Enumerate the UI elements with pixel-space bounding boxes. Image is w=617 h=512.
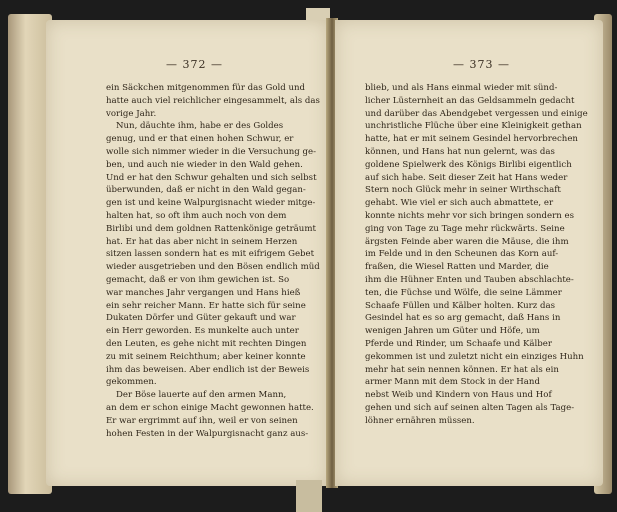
right-page (335, 20, 603, 486)
text-line: wolle sich nimmer wieder in die Versuchung ge- (106, 146, 316, 157)
text-line: sitzen lassen sondern hat es mit eifrigem Gebet (106, 249, 315, 260)
left-page-text (106, 82, 328, 440)
text-line: an dem er schon einige Macht gewonnen hatte. (106, 402, 314, 413)
right-page-number: — 373 — (453, 58, 510, 71)
text-line: ein sehr reicher Mann. Er hatte sich für seine (106, 300, 306, 311)
text-line: können, und Hans hat nun gelernt, was das (365, 146, 555, 157)
text-line: Er war ergrimmt auf ihn, weil er von seinen (106, 415, 298, 426)
text-line: im Felde und in den Scheunen das Korn auf- (365, 249, 559, 260)
text-line: auf sich habe. Seit dieser Zeit hat Hans weder (365, 172, 568, 183)
text-line: unchristliche Flüche über eine Kleinigkeit gethan (365, 121, 582, 132)
text-line: löhner ernähren müssen. (365, 415, 475, 426)
text-line: konnte nichts mehr vor sich bringen sondern es (365, 210, 574, 221)
text-line: fraßen, die Wiesel Ratten und Marder, die (365, 262, 549, 273)
text-line: halten hat, so oft ihm auch noch von dem (106, 210, 287, 221)
text-line: Stern noch Glück mehr in seiner Wirthschaft (365, 185, 561, 196)
text-line: nebst Weib und Kindern von Haus und Hof (365, 390, 552, 401)
text-line: ein Säckchen mitgenommen für das Gold und (106, 83, 306, 93)
text-line: hatte, hat er mit seinem Gesindel hervorbrechen (365, 134, 578, 145)
text-line: Nun, däuchte ihm, habe er des Goldes (116, 121, 284, 132)
text-line: ihm das beweisen. Aber endlich ist der Beweis (106, 364, 310, 375)
text-line: zu mit seinem Reichthum; aber keiner konnte (106, 351, 306, 362)
text-line: war manches Jahr vergangen und Hans hieß (106, 287, 301, 298)
bookmark-bottom (296, 480, 322, 512)
text-line: hatte auch viel reichlicher eingesammelt, als das (106, 95, 320, 106)
text-line: Pferde und Rinder, um Schaafe und Kälber (365, 338, 552, 349)
text-line: Der Böse lauerte auf den armen Mann, (116, 390, 287, 401)
text-line: goldene Spielwerk des Königs Birlibi eigentlich (365, 159, 572, 170)
text-line: vorige Jahr. (106, 108, 157, 119)
text-line: gen ist und keine Walpurgisnacht wieder mitge- (106, 198, 316, 209)
text-line: armer Mann mit dem Stock in der Hand (365, 377, 540, 388)
text-line: ihm die Hühner Enten und Tauben abschlachte- (365, 274, 574, 285)
text-line: gehabt. Wie viel er sich auch abmattete, er (365, 198, 554, 209)
text-line: blieb, und als Hans einmal wieder mit sünd- (365, 83, 558, 93)
text-line: Schaafe Füllen und Kälber holten. Kurz das (365, 300, 556, 311)
text-line: licher Lüsternheit an das Geldsammeln gedacht (365, 95, 575, 106)
text-line: ben, und auch nie wieder in den Wald gehen. (106, 159, 303, 170)
open-book (8, 8, 612, 500)
text-line: gemacht, daß er von ihm gewichen ist. So (106, 274, 290, 285)
text-line: ein Herr geworden. Es munkelte auch unter (106, 326, 299, 337)
text-line: und darüber das Abendgebet vergessen und einige (365, 108, 588, 119)
text-line: Gesindel hat es so arg gemacht, daß Hans in (365, 313, 561, 324)
text-line: Dukaten Dörfer und Güter gekauft und war (106, 313, 296, 324)
text-line: wieder ausgetrieben und den Bösen endlich müd (106, 262, 320, 273)
text-line: ärgsten Feinde aber waren die Mäuse, die ihm (365, 236, 569, 247)
text-line: hat. Er hat das aber nicht in seinem Herzen (106, 236, 298, 247)
text-line: überwunden, daß er nicht in den Wald gegan- (106, 185, 306, 196)
text-line: genug, und er that einen hohen Schwur, er (106, 134, 294, 145)
right-page-text (365, 82, 593, 428)
text-line: gekommen ist und zuletzt nicht ein einziges Huhn (365, 351, 584, 362)
left-page-number: — 372 — (166, 58, 223, 71)
text-line: gekommen. (106, 377, 157, 388)
text-line: gehen und sich auf seinen alten Tagen als Tage- (365, 402, 575, 413)
text-line: wenigen Jahren um Güter und Höfe, um (365, 326, 540, 337)
text-line: ging von Tage zu Tage mehr rückwärts. Seine (365, 223, 565, 234)
text-line: hohen Festen in der Walpurgisnacht ganz aus- (106, 428, 309, 439)
text-line: ten, die Füchse und Wölfe, die seine Lämmer (365, 287, 562, 298)
text-line: Und er hat den Schwur gehalten und sich selbst (106, 172, 317, 183)
text-line: mehr hat sein nennen können. Er hat als ein (365, 364, 559, 375)
text-line: den Leuten, es gehe nicht mit rechten Dingen (106, 338, 307, 349)
text-line: Birlibi und dem goldnen Rattenkönige geträumt (106, 223, 316, 234)
left-page (46, 20, 328, 486)
